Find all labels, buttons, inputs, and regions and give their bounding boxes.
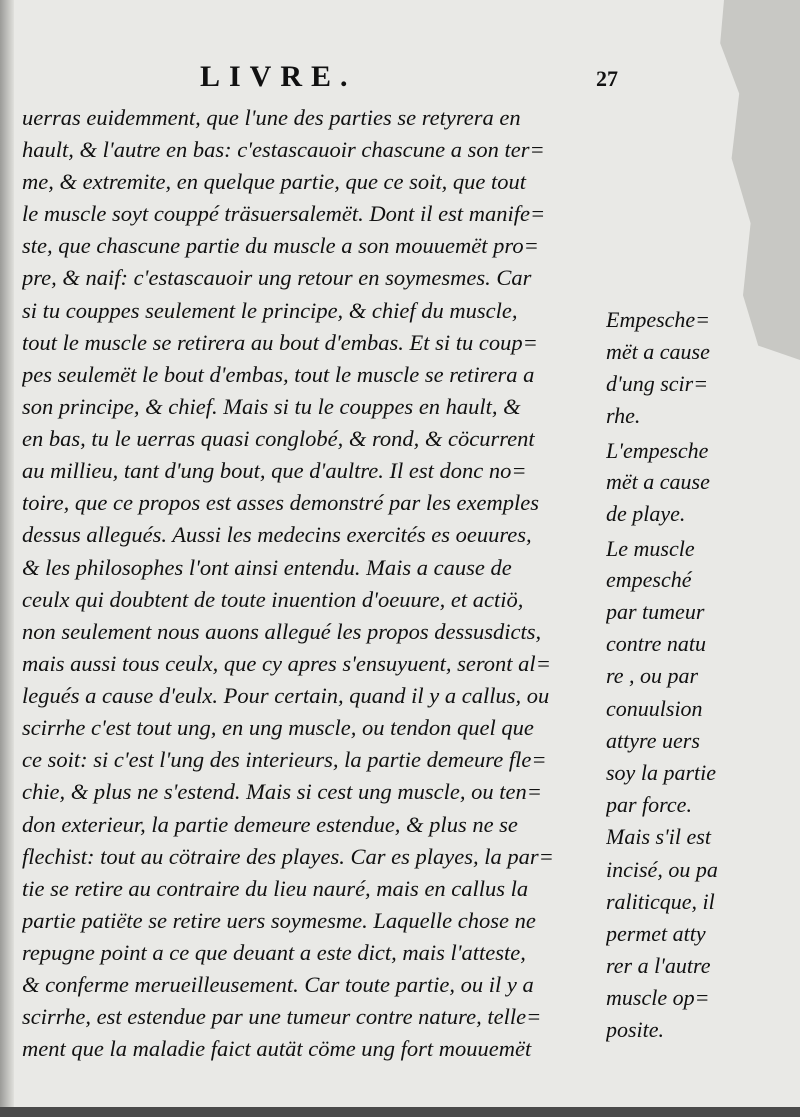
page-gutter-shadow: [0, 0, 14, 1117]
page-number: 27: [596, 66, 618, 91]
text-line: repugne point a ce que deuant a este dict, mais l'atteste,: [22, 940, 526, 965]
text-line: me, & extremite, en quelque partie, que ce soit, que tout: [22, 169, 527, 194]
margin-note: re , ou par: [606, 663, 699, 688]
text-line: chie, & plus ne s'estend. Mais si cest ung muscle, ou ten=: [22, 779, 542, 804]
text-line: ste, que chascune partie du muscle a son mouuemët pro=: [22, 233, 539, 258]
text-line: non seulement nous auons allegué les propos dessusdicts,: [22, 619, 542, 644]
margin-note: empesché: [606, 567, 692, 592]
margin-note: muscle op=: [606, 985, 710, 1010]
text-line: tie se retire au contraire du lieu nauré, mais en callus la: [22, 876, 529, 901]
text-line: au millieu, tant d'ung bout, que d'aultre. Il est donc no=: [22, 458, 527, 483]
text-line: ceulx qui doubtent de toute inuention d'oeuure, et actiö,: [22, 587, 524, 612]
text-line: scirrhe, est estendue par une tumeur contre nature, telle=: [22, 1004, 542, 1029]
text-line: en bas, tu le uerras quasi conglobé, & rond, & cöcurrent: [22, 426, 535, 451]
text-line: hault, & l'autre en bas: c'estascauoir chascune a son ter=: [22, 137, 545, 162]
margin-note: conuulsion: [606, 696, 703, 721]
text-line: le muscle soyt couppé träsuersalemët. Dont il est manife=: [22, 201, 546, 226]
text-line: ment que la maladie faict autät cöme ung fort mouuemët: [22, 1036, 532, 1061]
margin-note: Le muscle: [606, 536, 695, 561]
margin-note: mët a cause: [606, 469, 710, 494]
margin-note: par tumeur: [606, 599, 705, 624]
text-line: dessus allegués. Aussi les medecins exercités es oeuures,: [22, 522, 532, 547]
margin-note: Empesche=: [606, 307, 711, 332]
margin-note: Mais s'il est: [606, 824, 711, 849]
margin-note: soy la partie: [606, 760, 716, 785]
margin-note: rhe.: [606, 403, 641, 428]
margin-note: L'empesche: [606, 438, 709, 463]
text-line: scirrhe c'est tout ung, en ung muscle, ou tendon quel que: [22, 715, 534, 740]
text-line: mais aussi tous ceulx, que cy apres s'ensuyuent, seront al=: [22, 651, 551, 676]
text-line: partie patiëte se retire uers soymesme. Laquelle chose ne: [22, 908, 536, 933]
margin-note: par force.: [606, 792, 692, 817]
text-line: toire, que ce propos est asses demonstré par les exemples: [22, 490, 539, 515]
margin-note: raliticque, il: [606, 889, 715, 914]
text-line: legués a cause d'eulx. Pour certain, quand il y a callus, ou: [22, 683, 550, 708]
text-line: pes seulemët le bout d'embas, tout le muscle se retirera a: [22, 362, 535, 387]
margin-note: posite.: [606, 1017, 665, 1042]
text-line: & les philosophes l'ont ainsi entendu. Mais a cause de: [22, 555, 512, 580]
margin-note: mët a cause: [606, 339, 710, 364]
text-line: tout le muscle se retirera au bout d'embas. Et si tu coup=: [22, 330, 538, 355]
text-line: & conferme merueilleusement. Car toute partie, ou il y a: [22, 972, 534, 997]
text-line: ce soit: si c'est l'ung des interieurs, la partie demeure fle=: [22, 747, 547, 772]
text-line: uerras euidemment, que l'une des parties se retyrera en: [22, 105, 521, 130]
text-line: don exterieur, la partie demeure estendue, & plus ne se: [22, 812, 518, 837]
text-line: si tu couppes seulement le principe, & chief du muscle,: [22, 298, 518, 323]
margin-note: de playe.: [606, 501, 686, 526]
margin-note: d'ung scir=: [606, 371, 709, 396]
text-line: flechist: tout au cötraire des playes. Car es playes, la par=: [22, 844, 554, 869]
text-line: son principe, & chief. Mais si tu le couppes en hault, &: [22, 394, 521, 419]
running-head-title: LIVRE.: [200, 60, 357, 93]
margin-note: permet atty: [606, 921, 706, 946]
margin-note: incisé, ou pa: [606, 857, 718, 882]
page-bottom-edge: [0, 1107, 800, 1117]
margin-note: rer a l'autre: [606, 953, 711, 978]
text-line: pre, & naif: c'estascauoir ung retour en soymesmes. Car: [22, 265, 532, 290]
margin-note: attyre uers: [606, 728, 700, 753]
margin-note: contre natu: [606, 631, 706, 656]
